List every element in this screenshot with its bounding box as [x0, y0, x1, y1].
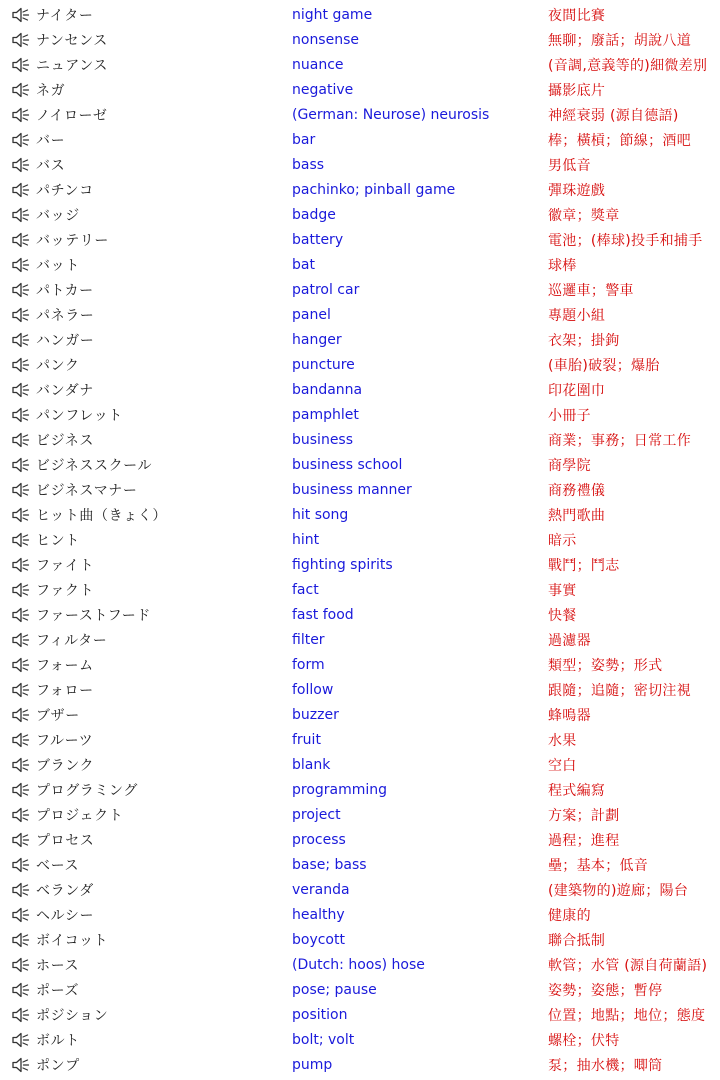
speaker-icon[interactable] — [12, 57, 30, 73]
chinese-translation: 跟隨；追隨；密切注視 — [548, 682, 691, 699]
english-translation[interactable]: follow — [292, 681, 334, 698]
chinese-translation: 方案；計劃 — [548, 807, 620, 824]
english-translation[interactable]: position — [292, 1006, 348, 1023]
vocab-row — [0, 502, 720, 527]
speaker-icon[interactable] — [12, 107, 30, 123]
vocab-row — [0, 102, 720, 127]
chinese-translation: 球棒 — [548, 257, 577, 274]
chinese-translation: 熱門歌曲 — [548, 507, 606, 524]
chinese-translation: (建築物的)遊廊；陽台 — [548, 882, 689, 899]
japanese-term: ボルト — [36, 1032, 80, 1049]
vocab-row — [0, 927, 720, 952]
english-translation[interactable]: veranda — [292, 881, 350, 898]
english-translation[interactable]: bar — [292, 131, 316, 148]
japanese-term: フルーツ — [36, 732, 94, 749]
english-translation[interactable]: fact — [292, 581, 319, 598]
chinese-translation: 泵；抽水機；唧筒 — [548, 1057, 663, 1074]
vocab-row — [0, 252, 720, 277]
vocab-row — [0, 127, 720, 152]
chinese-translation: (音調,意義等的)細微差別 — [548, 57, 708, 74]
japanese-term: ファイト — [36, 557, 95, 574]
speaker-icon[interactable] — [12, 607, 30, 623]
english-translation[interactable]: fast food — [292, 606, 354, 623]
english-translation[interactable]: business manner — [292, 481, 412, 498]
japanese-term: ポーズ — [36, 982, 80, 999]
speaker-icon[interactable] — [12, 482, 30, 498]
speaker-icon[interactable] — [12, 257, 30, 273]
speaker-icon[interactable] — [12, 707, 30, 723]
english-translation[interactable]: bass — [292, 156, 325, 173]
speaker-icon[interactable] — [12, 932, 30, 948]
english-translation[interactable]: business school — [292, 456, 403, 473]
english-translation[interactable]: healthy — [292, 906, 345, 923]
japanese-term: パンフレット — [36, 407, 123, 424]
chinese-translation: 過濾器 — [548, 632, 591, 649]
vocab-row — [0, 702, 720, 727]
speaker-icon[interactable] — [12, 857, 30, 873]
speaker-icon[interactable] — [12, 382, 30, 398]
vocab-row — [0, 952, 720, 977]
japanese-term: バス — [36, 157, 66, 174]
speaker-icon[interactable] — [12, 182, 30, 198]
speaker-icon[interactable] — [12, 282, 30, 298]
vocab-row — [0, 1052, 720, 1077]
vocab-row — [0, 902, 720, 927]
speaker-icon[interactable] — [12, 632, 30, 648]
japanese-term: ノイローゼ — [36, 107, 108, 124]
speaker-icon[interactable] — [12, 82, 30, 98]
japanese-term: ネガ — [36, 82, 66, 99]
japanese-term: ファクト — [36, 582, 95, 599]
chinese-translation: 壘；基本；低音 — [548, 857, 649, 874]
japanese-term: バッテリー — [36, 232, 109, 249]
vocab-row — [0, 302, 720, 327]
japanese-term: ハンガー — [36, 332, 95, 349]
japanese-term: パンク — [36, 357, 80, 374]
english-translation[interactable]: hint — [292, 531, 320, 548]
english-translation[interactable]: patrol car — [292, 281, 360, 298]
chinese-translation: 攝影底片 — [548, 82, 606, 99]
japanese-term: ビジネスマナー — [36, 482, 138, 499]
japanese-term: ホース — [36, 957, 80, 974]
speaker-icon[interactable] — [12, 507, 30, 523]
japanese-term: ポンプ — [36, 1057, 80, 1074]
english-translation[interactable]: puncture — [292, 356, 355, 373]
english-translation[interactable]: pachinko; pinball game — [292, 181, 456, 198]
speaker-icon[interactable] — [12, 332, 30, 348]
chinese-translation: 夜間比賽 — [548, 7, 606, 24]
english-translation[interactable]: hit song — [292, 506, 349, 523]
english-translation[interactable]: pump — [292, 1056, 333, 1073]
speaker-icon[interactable] — [12, 1032, 30, 1048]
speaker-icon[interactable] — [12, 132, 30, 148]
vocab-row — [0, 677, 720, 702]
japanese-term: ボイコット — [36, 932, 109, 949]
english-translation[interactable]: negative — [292, 81, 354, 98]
japanese-term: パネラー — [36, 307, 95, 324]
speaker-icon[interactable] — [12, 957, 30, 973]
vocab-row — [0, 727, 720, 752]
vocab-row — [0, 377, 720, 402]
english-translation[interactable]: programming — [292, 781, 388, 798]
speaker-icon[interactable] — [12, 207, 30, 223]
english-translation[interactable]: fruit — [292, 731, 321, 748]
speaker-icon[interactable] — [12, 232, 30, 248]
speaker-icon[interactable] — [12, 882, 30, 898]
vocab-row — [0, 577, 720, 602]
english-translation[interactable]: base; bass — [292, 856, 367, 873]
japanese-term: ポジション — [36, 1007, 109, 1024]
japanese-term: ファーストフード — [36, 607, 151, 624]
vocab-row — [0, 327, 720, 352]
english-translation[interactable]: (Dutch: hoos) hose — [292, 956, 425, 973]
chinese-translation: 健康的 — [548, 907, 591, 924]
english-translation[interactable]: form — [292, 656, 325, 673]
chinese-translation: 男低音 — [548, 157, 591, 174]
chinese-translation: 衣架；掛鉤 — [548, 332, 620, 349]
vocab-row — [0, 227, 720, 252]
english-translation[interactable]: fighting spirits — [292, 556, 393, 573]
english-translation[interactable]: process — [292, 831, 346, 848]
speaker-icon[interactable] — [12, 357, 30, 373]
vocab-row — [0, 777, 720, 802]
japanese-term: ヘルシー — [36, 907, 95, 924]
vocab-row — [0, 27, 720, 52]
speaker-icon[interactable] — [12, 407, 30, 423]
chinese-translation: 聯合抵制 — [548, 932, 606, 949]
chinese-translation: 蜂鳴器 — [548, 707, 591, 724]
speaker-icon[interactable] — [12, 1057, 30, 1073]
english-translation[interactable]: pamphlet — [292, 406, 359, 423]
speaker-icon[interactable] — [12, 557, 30, 573]
japanese-term: ビジネススクール — [36, 457, 153, 474]
japanese-term: ヒント — [36, 532, 80, 549]
speaker-icon[interactable] — [12, 832, 30, 848]
vocab-row — [0, 652, 720, 677]
speaker-icon[interactable] — [12, 32, 30, 48]
english-translation[interactable]: project — [292, 806, 341, 823]
chinese-translation: 姿勢；姿態；暫停 — [548, 982, 663, 999]
japanese-term: フォーム — [36, 657, 94, 674]
speaker-icon[interactable] — [12, 982, 30, 998]
japanese-term: ブランク — [36, 757, 95, 774]
english-translation[interactable]: panel — [292, 306, 331, 323]
vocab-row — [0, 402, 720, 427]
english-translation[interactable]: blank — [292, 756, 331, 773]
chinese-translation: 彈珠遊戲 — [548, 182, 606, 199]
vocab-row — [0, 852, 720, 877]
chinese-translation: 快餐 — [548, 607, 577, 624]
chinese-translation: 專題小組 — [548, 307, 606, 324]
chinese-translation: 印花圍巾 — [548, 382, 606, 399]
english-translation[interactable]: buzzer — [292, 706, 339, 723]
chinese-translation: 神經衰弱 (源自德語) — [548, 107, 679, 124]
vocab-row — [0, 277, 720, 302]
speaker-icon[interactable] — [12, 307, 30, 323]
english-translation[interactable]: bat — [292, 256, 315, 273]
vocab-row — [0, 977, 720, 1002]
japanese-term: パトカー — [36, 282, 94, 299]
chinese-translation: 小冊子 — [548, 407, 591, 424]
chinese-translation: 事實 — [548, 582, 577, 599]
english-translation[interactable]: badge — [292, 206, 336, 223]
chinese-translation: 商學院 — [548, 457, 591, 474]
japanese-term: バッジ — [36, 207, 80, 224]
japanese-term: プログラミング — [36, 782, 138, 799]
japanese-term: フォロー — [36, 682, 94, 699]
chinese-translation: 螺栓；伏特 — [548, 1032, 620, 1049]
vocab-row — [0, 1002, 720, 1027]
chinese-translation: 徽章；獎章 — [548, 207, 620, 224]
english-translation[interactable]: bolt; volt — [292, 1031, 355, 1048]
speaker-icon[interactable] — [12, 7, 30, 23]
speaker-icon[interactable] — [12, 1007, 30, 1023]
vocab-row — [0, 452, 720, 477]
japanese-term: ナイター — [36, 7, 94, 24]
japanese-term: ベランダ — [36, 882, 94, 899]
vocab-row — [0, 1027, 720, 1052]
english-translation[interactable]: boycott — [292, 931, 345, 948]
chinese-translation: 暗示 — [548, 532, 577, 549]
speaker-icon[interactable] — [12, 582, 30, 598]
vocab-row — [0, 52, 720, 77]
japanese-term: バー — [36, 132, 66, 149]
chinese-translation: 巡邏車；警車 — [548, 282, 634, 299]
speaker-icon[interactable] — [12, 157, 30, 173]
japanese-term: ニュアンス — [36, 57, 109, 74]
english-translation[interactable]: hanger — [292, 331, 342, 348]
chinese-translation: 類型；姿勢；形式 — [548, 657, 663, 674]
speaker-icon[interactable] — [12, 732, 30, 748]
speaker-icon[interactable] — [12, 682, 30, 698]
speaker-icon[interactable] — [12, 432, 30, 448]
japanese-term: プロセス — [36, 832, 95, 849]
chinese-translation: 程式編寫 — [548, 782, 606, 799]
speaker-icon[interactable] — [12, 757, 30, 773]
vocab-row — [0, 877, 720, 902]
speaker-icon[interactable] — [12, 782, 30, 798]
chinese-translation: 位置；地點；地位；態度 — [548, 1007, 706, 1024]
vocab-row — [0, 202, 720, 227]
chinese-translation: 戰鬥；鬥志 — [548, 557, 620, 574]
vocab-row — [0, 752, 720, 777]
vocab-row — [0, 627, 720, 652]
speaker-icon[interactable] — [12, 532, 30, 548]
english-translation[interactable]: nuance — [292, 56, 344, 73]
chinese-translation: 水果 — [548, 732, 577, 749]
vocab-row — [0, 77, 720, 102]
japanese-term: ナンセンス — [36, 32, 108, 49]
speaker-icon[interactable] — [12, 807, 30, 823]
japanese-term: ブザー — [36, 707, 80, 724]
vocab-row — [0, 602, 720, 627]
chinese-translation: 軟管；水管 (源自荷蘭語) — [548, 957, 708, 974]
english-translation[interactable]: pose; pause — [292, 981, 377, 998]
japanese-term: バンダナ — [36, 382, 94, 399]
vocab-row — [0, 552, 720, 577]
vocab-row — [0, 352, 720, 377]
english-translation[interactable]: battery — [292, 231, 344, 248]
japanese-term: ベース — [36, 857, 80, 874]
japanese-term: バット — [36, 257, 80, 274]
speaker-icon[interactable] — [12, 457, 30, 473]
vocab-row — [0, 427, 720, 452]
chinese-translation: 過程；進程 — [548, 832, 620, 849]
chinese-translation: (車胎)破裂；爆胎 — [548, 357, 660, 374]
chinese-translation: 棒；橫槓；節線；酒吧 — [548, 132, 691, 149]
speaker-icon[interactable] — [12, 907, 30, 923]
vocab-row — [0, 477, 720, 502]
vocab-row — [0, 827, 720, 852]
vocab-row — [0, 177, 720, 202]
english-translation[interactable]: business — [292, 431, 354, 448]
chinese-translation: 商業；事務；日常工作 — [548, 432, 691, 449]
chinese-translation: 無聊；廢話；胡說八道 — [548, 32, 691, 49]
japanese-term: パチンコ — [36, 182, 94, 199]
chinese-translation: 商務禮儀 — [548, 482, 606, 499]
japanese-term: プロジェクト — [36, 807, 124, 824]
vocab-row — [0, 527, 720, 552]
japanese-term: フィルター — [36, 632, 108, 649]
vocab-row — [0, 2, 720, 27]
japanese-term: ヒット曲（きょく） — [36, 507, 167, 524]
english-translation[interactable]: night game — [292, 6, 373, 23]
japanese-term: ビジネス — [36, 432, 94, 449]
chinese-translation: 空白 — [548, 757, 577, 774]
speaker-icon[interactable] — [12, 657, 30, 673]
vocab-row — [0, 152, 720, 177]
chinese-translation: 電池；(棒球)投手和捕手 — [548, 232, 703, 249]
english-translation[interactable]: (German: Neurose) neurosis — [292, 106, 490, 123]
vocab-row — [0, 802, 720, 827]
english-translation[interactable]: bandanna — [292, 381, 363, 398]
english-translation[interactable]: filter — [292, 631, 325, 648]
english-translation[interactable]: nonsense — [292, 31, 359, 48]
